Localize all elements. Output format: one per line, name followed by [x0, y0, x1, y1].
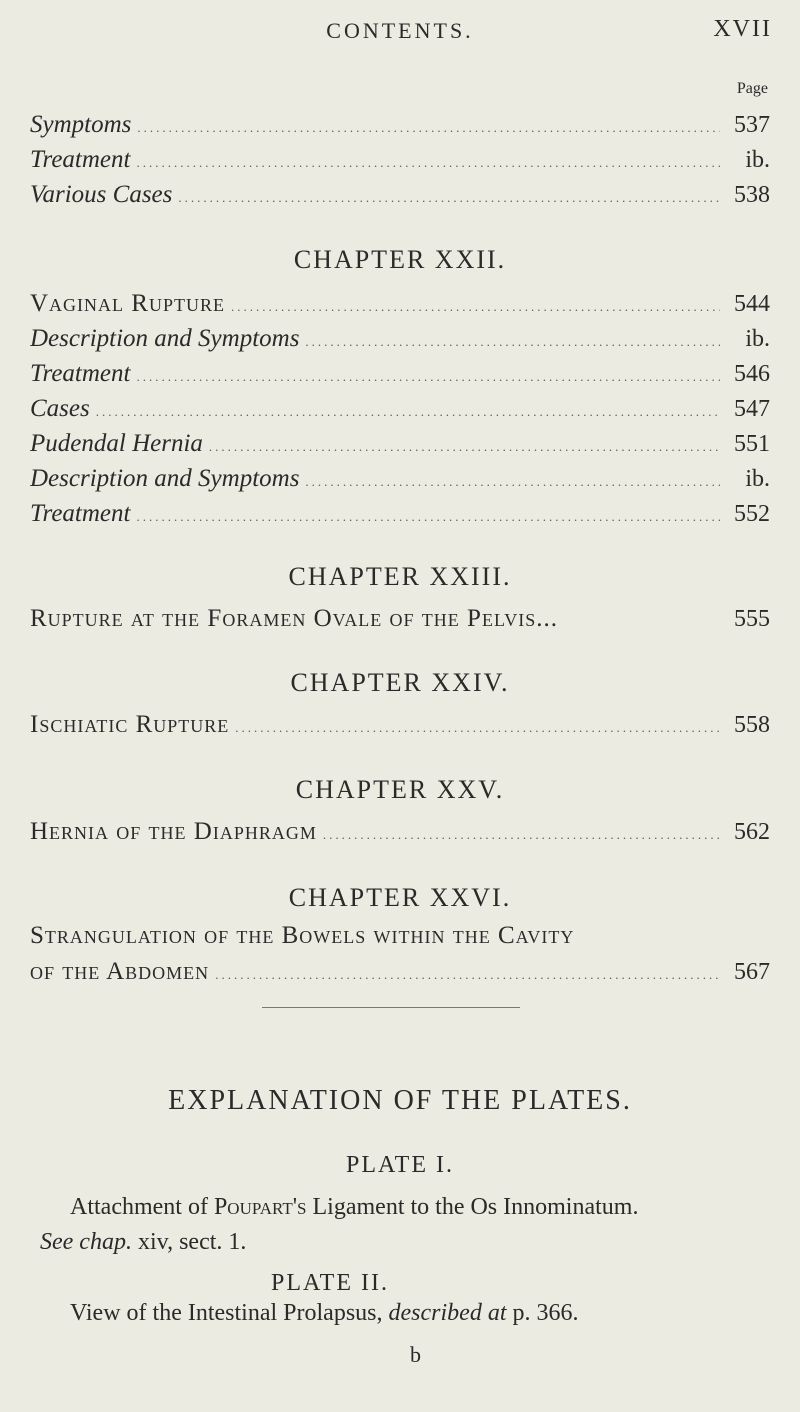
- plate-desc-italic: described at: [388, 1300, 507, 1326]
- dot-leader: [305, 334, 720, 350]
- entry-title: Treatment: [30, 146, 131, 173]
- entry-page: 546: [734, 361, 770, 387]
- toc-entry: [30, 500, 770, 530]
- entry-page: 551: [734, 431, 770, 457]
- entry-title: Description and Symptoms: [30, 465, 300, 492]
- dot-leader: [137, 120, 720, 136]
- dot-leader: [323, 827, 720, 843]
- dot-leader: [178, 190, 720, 206]
- chapter-heading: CHAPTER XXII.: [293, 245, 507, 274]
- entry-title: Hernia of the Diaphragm: [30, 818, 317, 845]
- toc-entry: [30, 605, 770, 635]
- chapter-heading: CHAPTER XXIII.: [288, 562, 512, 591]
- plate-desc-prefix: Attachment of: [70, 1194, 214, 1220]
- entry-page: ib.: [745, 326, 770, 352]
- chapter-heading: CHAPTER XXVI.: [288, 883, 512, 912]
- chapter-heading: CHAPTER XXV.: [295, 775, 505, 804]
- toc-entry: [30, 958, 770, 988]
- entry-title: Treatment: [30, 500, 131, 527]
- entry-title: Various Cases: [30, 181, 173, 208]
- chapter-heading: CHAPTER XXIV.: [290, 668, 510, 697]
- toc-entry: [30, 146, 770, 176]
- plate-description: [70, 1194, 790, 1221]
- page-column-label: Page: [736, 80, 768, 97]
- entry-title: Treatment: [30, 360, 131, 387]
- toc-entry-line: [30, 922, 770, 952]
- entry-page: 567: [734, 959, 770, 985]
- dot-leader: [136, 369, 720, 385]
- plate-desc-end: p. 366.: [506, 1300, 579, 1326]
- toc-entry: [30, 395, 770, 425]
- plate-note: [40, 1229, 246, 1256]
- toc-entry: [30, 465, 770, 495]
- entry-title: Ischiatic Rupture: [30, 711, 230, 738]
- entry-page: ib.: [745, 466, 770, 492]
- entry-page: 544: [734, 291, 770, 317]
- plate-desc-suffix: Ligament to the Os Innominatum.: [306, 1194, 639, 1220]
- running-title: CONTENTS.: [326, 18, 474, 43]
- toc-entry: [30, 111, 770, 141]
- plate-note-prefix: See chap.: [40, 1229, 132, 1255]
- plate-heading: PLATE I.: [346, 1152, 454, 1178]
- toc-entry: [30, 181, 770, 211]
- dot-leader: [231, 299, 720, 315]
- toc-entry: [30, 290, 770, 320]
- toc-entry: [30, 360, 770, 390]
- toc-entry: [30, 325, 770, 355]
- entry-title-continued: of the Abdomen: [30, 958, 210, 985]
- toc-entry: [30, 711, 770, 741]
- entry-page: 537: [734, 112, 770, 138]
- dot-leader: [235, 720, 720, 736]
- dot-leader: [96, 404, 720, 420]
- dot-leader: [136, 155, 720, 171]
- entry-page: 547: [734, 396, 770, 422]
- plates-heading: EXPLANATION OF THE PLATES.: [168, 1085, 632, 1116]
- entry-title: Vaginal Rupture: [30, 290, 225, 317]
- dot-leader: [305, 474, 720, 490]
- entry-title: Pudendal Hernia: [30, 430, 203, 457]
- plate-note-ref: xiv, sect. 1.: [131, 1229, 247, 1255]
- page-number: XVII: [713, 16, 772, 42]
- plate-desc-main: View of the Intestinal Prolapsus,: [70, 1300, 389, 1326]
- entry-title: Cases: [30, 395, 90, 422]
- entry-page: 558: [734, 712, 770, 738]
- dot-leader: [209, 439, 720, 455]
- entry-title: Rupture at the Foramen Ovale of the Pelvis...: [30, 605, 559, 632]
- toc-entry: [30, 818, 770, 848]
- signature-mark: b: [410, 1342, 421, 1367]
- plate-description: [70, 1300, 790, 1327]
- section-divider: [262, 1007, 520, 1008]
- entry-page: 555: [734, 606, 770, 632]
- entry-page: ib.: [745, 147, 770, 173]
- entry-page: 552: [734, 501, 770, 527]
- dot-leader: [215, 967, 720, 983]
- entry-page: 562: [734, 819, 770, 845]
- entry-title: Strangulation of the Bowels within the Cavity: [30, 922, 575, 949]
- entry-title: Symptoms: [30, 111, 132, 138]
- entry-page: 538: [734, 182, 770, 208]
- entry-title: Description and Symptoms: [30, 325, 300, 352]
- dot-leader: [136, 509, 720, 525]
- toc-entry: [30, 430, 770, 460]
- plate-heading: PLATE II.: [271, 1270, 389, 1296]
- plate-desc-name: Poupart's: [213, 1194, 307, 1220]
